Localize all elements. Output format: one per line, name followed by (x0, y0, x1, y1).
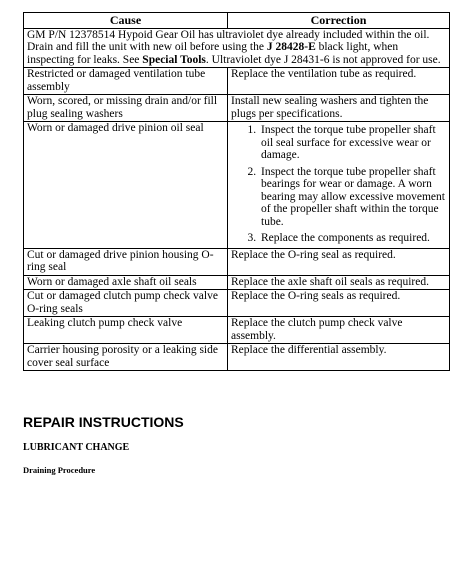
correction-cell: Replace the O-ring seals as required. (228, 290, 450, 317)
cause-cell: Cut or damaged drive pinion housing O-ring seal (24, 248, 228, 275)
diagnosis-table (23, 12, 450, 371)
note-text-a: Drain and fill the unit with new oil before using the (27, 41, 267, 53)
table-row (24, 122, 450, 249)
step-item: 1. Inspect the torque tube propeller shaft oil seal surface for excessive wear or damage. (259, 124, 446, 162)
table-row (24, 290, 450, 317)
table-header-row (24, 13, 450, 29)
special-tools-link[interactable]: Special Tools (142, 53, 206, 66)
table-row (24, 344, 450, 371)
note-text-c: . Ultraviolet dye J 28431-6 is not approved for use. (205, 53, 441, 66)
cause-cell: Carrier housing porosity or a leaking side cover seal surface (24, 344, 228, 371)
cause-cell: Leaking clutch pump check valve (24, 317, 228, 344)
correction-cell: Replace the axle shaft oil seals as required. (228, 275, 450, 290)
correction-cell: Replace the clutch pump check valve assembly. (228, 317, 450, 344)
cause-cell: Worn, scored, or missing drain and/or fill plug sealing washers (24, 95, 228, 122)
cause-cell: Cut or damaged clutch pump check valve O-ring seals (24, 290, 228, 317)
cause-cell: Restricted or damaged ventilation tube assembly (24, 68, 228, 95)
correction-cell: Replace the O-ring seal as required. (228, 248, 450, 275)
table-row (24, 95, 450, 122)
subheading-lubricant-change: LUBRICANT CHANGE (23, 442, 130, 453)
note-line-1: GM P/N 12378514 Hypoid Gear Oil has ultraviolet dye already included within the oil. (27, 28, 430, 41)
correction-cell: Replace the differential assembly. (228, 344, 450, 371)
subheading-draining-procedure: Draining Procedure (23, 465, 96, 475)
note-text-b: black light, when inspecting for leaks. See (27, 41, 399, 66)
step-item: 2. Inspect the torque tube propeller shaft bearings for wear or damage. A worn bearing may allow excessive movement of the propeller shaft within the torque tube. (259, 166, 446, 229)
correction-steps (231, 124, 446, 245)
note-line-2 (27, 41, 446, 66)
table-row (24, 317, 450, 344)
note-row (24, 28, 450, 68)
table-row (24, 248, 450, 275)
correction-cell (228, 122, 450, 249)
table-row (24, 275, 450, 290)
step-item: 3. Replace the components as required. (259, 232, 446, 245)
header-cause: Cause (24, 13, 228, 29)
table-row (24, 68, 450, 95)
cause-cell: Worn or damaged axle shaft oil seals (24, 275, 228, 290)
tool-number: J 28428-E (266, 41, 316, 53)
correction-cell: Replace the ventilation tube as required. (228, 68, 450, 95)
correction-cell: Install new sealing washers and tighten the plugs per specifications. (228, 95, 450, 122)
header-correction: Correction (228, 13, 450, 29)
section-heading-repair: REPAIR INSTRUCTIONS (23, 414, 184, 430)
cause-cell: Worn or damaged drive pinion oil seal (24, 122, 228, 249)
note-cell (24, 28, 450, 68)
